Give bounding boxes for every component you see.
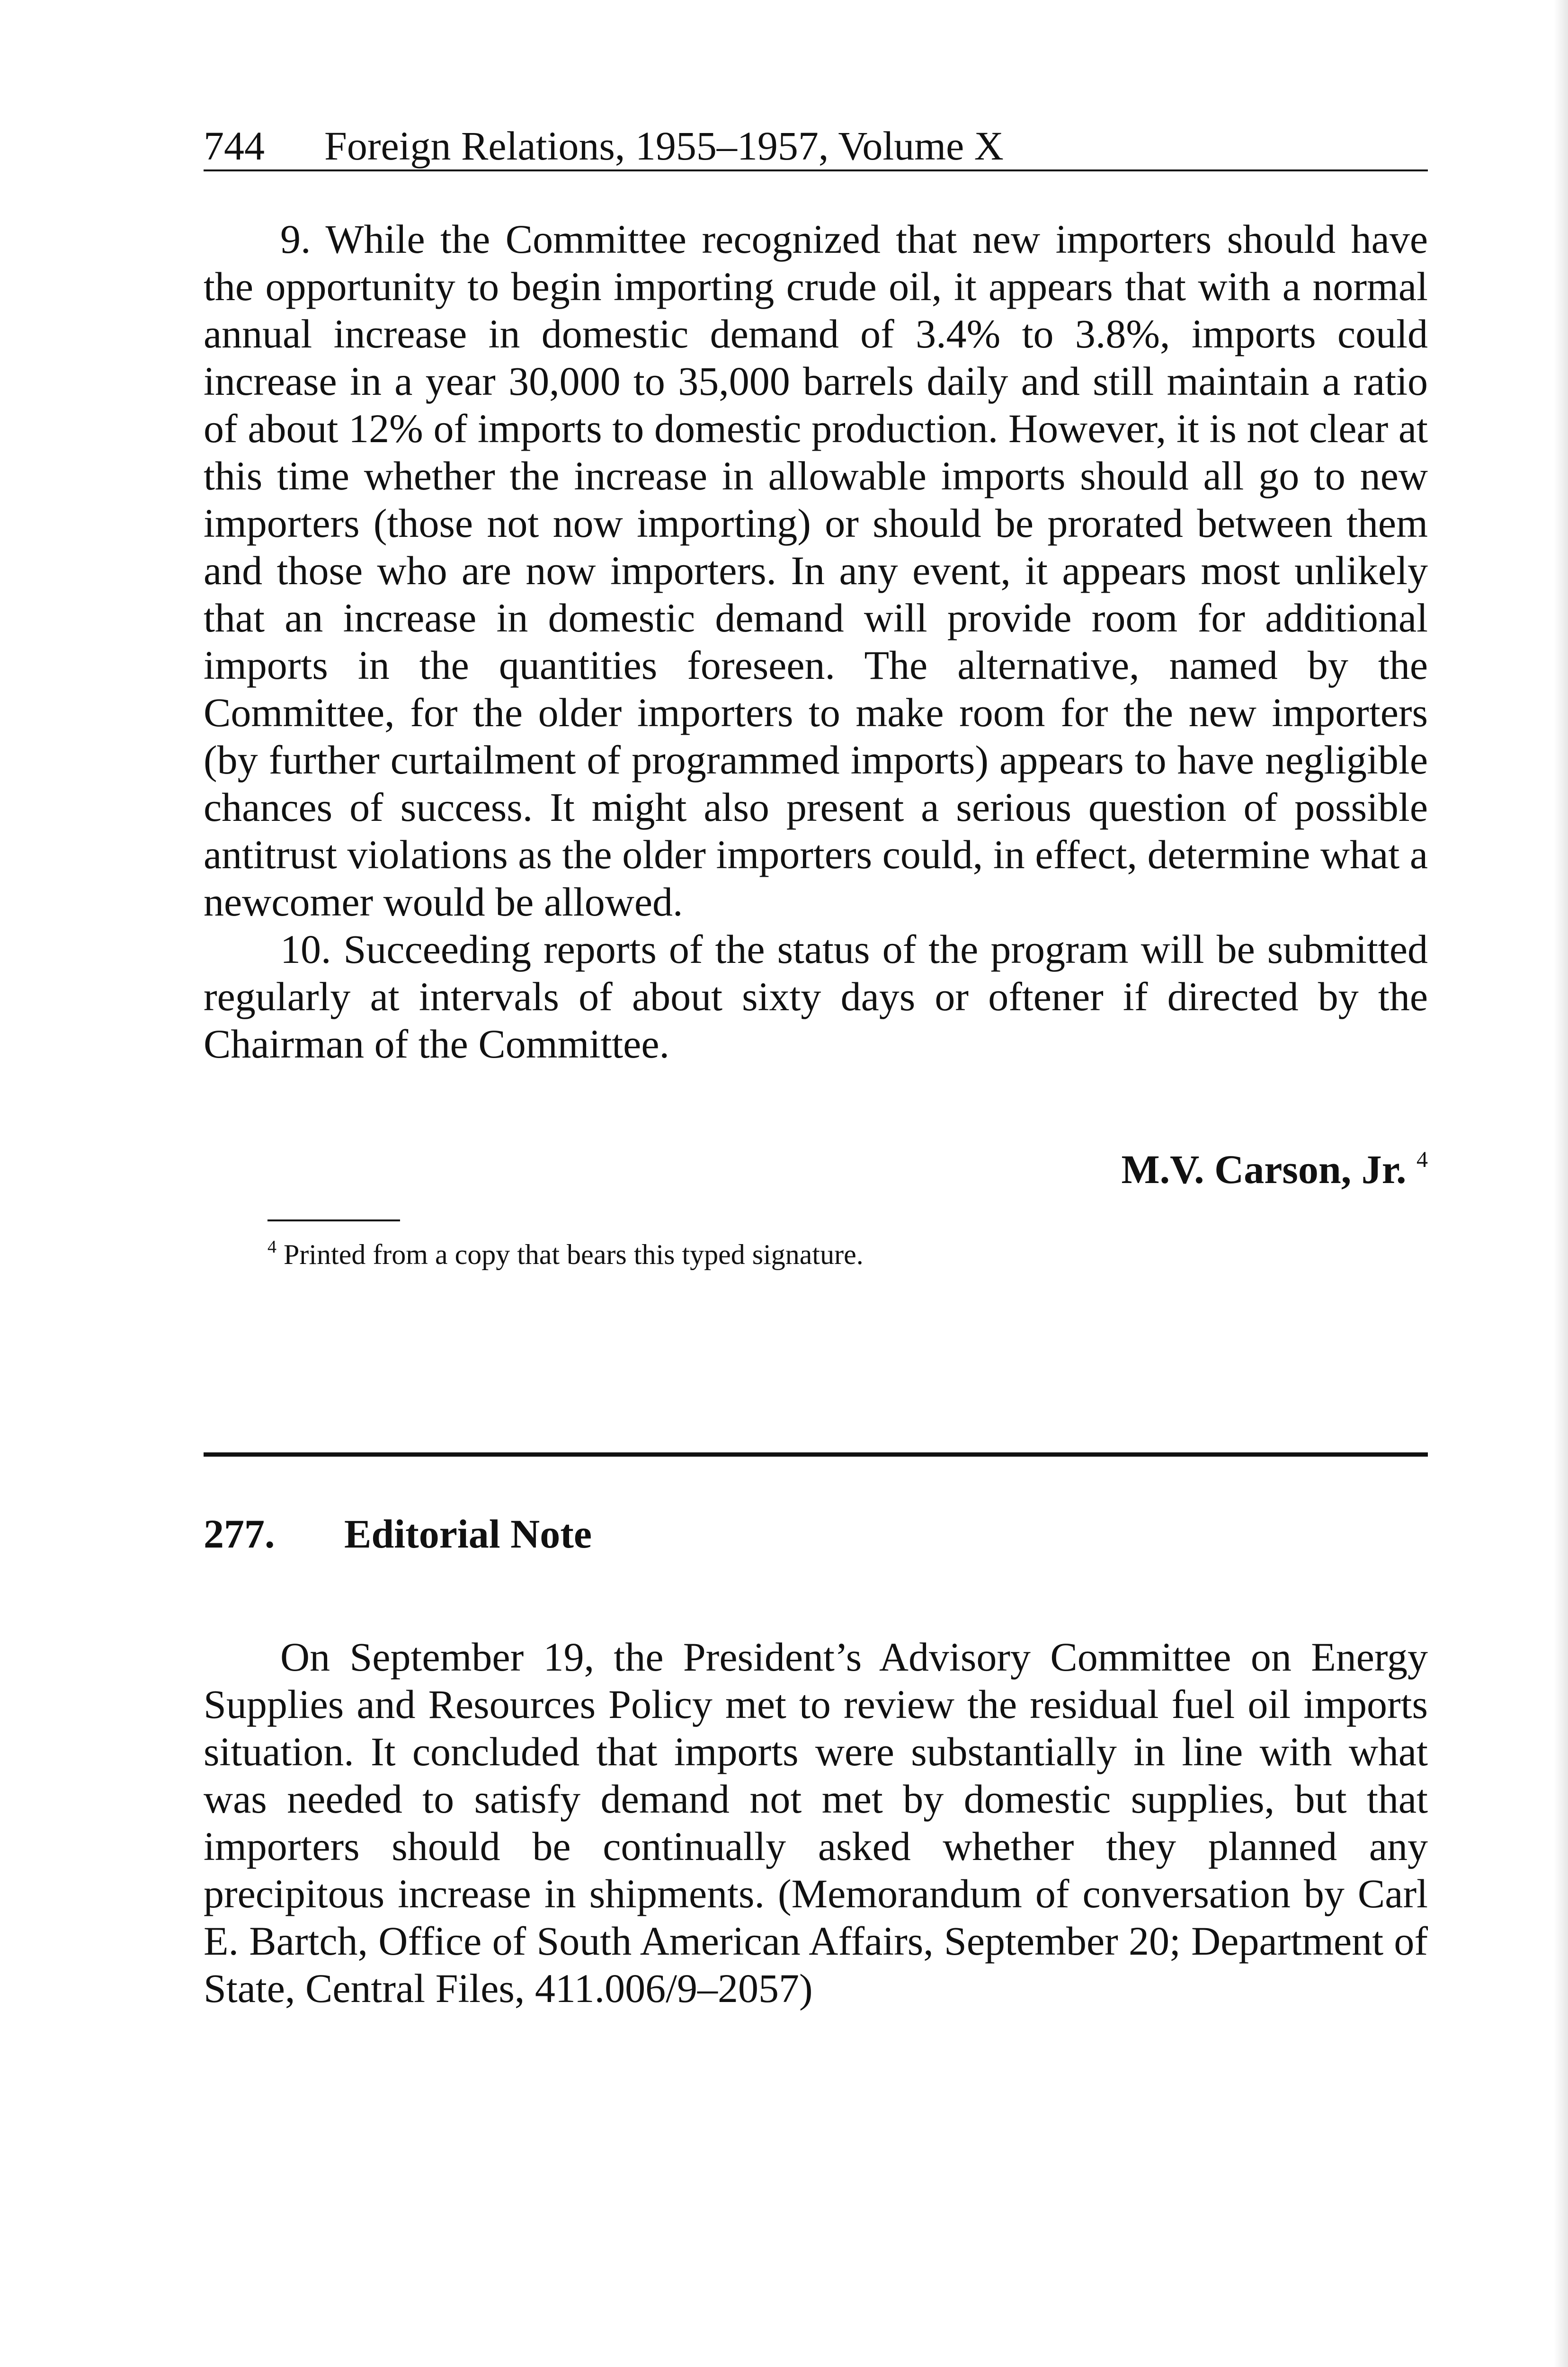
section-title: Editorial Note (344, 1511, 592, 1557)
section-heading (204, 1510, 592, 1557)
signature-name: M.V. Carson, Jr. (1121, 1147, 1407, 1192)
paragraph-9: 9. While the Committee recognized that new importers should have the opportunity to begin importing crude oil, it appears that with a normal annual increase in domestic demand of 3.4% to 3.8%, imports could increase in a year 30,000 to 35,000 barrels daily and still maintain a ratio of about 12% of imports to domestic production. However, it is not clear at this time whether the increase in allowable imports should all go to new importers (those not now importing) or should be prorated between them and those who are now importers. In any event, it appears most unlikely that an increase in domestic demand will provide room for additional imports in the quantities foreseen. The alternative, named by the Committee, for the older importers to make room for the new importers (by further curtailment of programmed imports) appears to have negligible chances of success. It might also present a serious question of possible antitrust violations as the older importers could, in effect, determine what a newcomer would be allowed. (204, 216, 1428, 925)
body-text-bottom (204, 1633, 1428, 2012)
paragraph-10: 10. Succeeding reports of the status of the program will be submitted regularly at intervals of about sixty days or oftener if directed by the Chairman of the Committee. (204, 926, 1428, 1067)
running-head-title: Foreign Relations, 1955–1957, Volume X (324, 123, 1004, 169)
page-edge-shadow (1554, 0, 1568, 2367)
section-divider (204, 1452, 1428, 1457)
footnote (267, 1236, 864, 1273)
page-number: 744 (204, 123, 265, 169)
section-number: 277. (204, 1511, 275, 1557)
footnote-text: Printed from a copy that bears this typed signature. (284, 1239, 864, 1270)
body-text-top (204, 215, 1428, 1068)
running-head (204, 122, 1428, 171)
footnote-rule (267, 1219, 400, 1221)
editorial-note-paragraph: On September 19, the President’s Advisory Committee on Energy Supplies and Resources Policy met to review the residual fuel oil imports situation. It concluded that imports were substantially in line with what was needed to satisfy demand not met by domestic supplies, but that importers should be continually asked whether they planned any precipitous increase in shipments. (Memorandum of conversation by Carl E. Bartch, Office of South American Affairs, September 20; Department of State, Central Files, 411.006/9–2057) (204, 1634, 1428, 2011)
signature-footnote-mark: 4 (1417, 1147, 1428, 1172)
footnote-mark: 4 (267, 1237, 276, 1257)
signature (1121, 1146, 1428, 1193)
